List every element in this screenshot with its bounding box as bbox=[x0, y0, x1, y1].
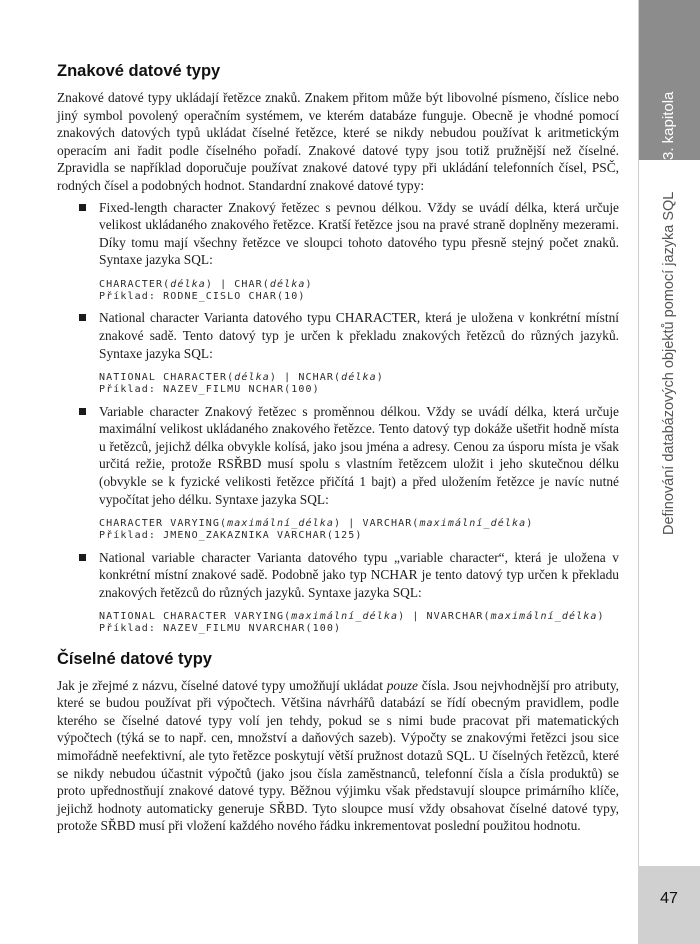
code-syntax: NATIONAL CHARACTER(délka) | NCHAR(délka) bbox=[99, 372, 384, 384]
code-block bbox=[99, 518, 619, 542]
bullet-square-icon bbox=[79, 408, 86, 415]
section-intro-paragraph: Znakové datové typy ukládají řetězce znaků. Znakem přitom může být libovolné písmeno, číslice nebo jiný symbol povolený operačním systémem, ve kterém databáze funguje. Obecně je vhodné pomocí znakových datových typů ukládat číselné řetězce, které se nikdy nebudou používat k aritmetickým operacím ani řadit podle číselného pořadí. Znakové datové typy jsou totiž pružnější než číselné. Zpravidla se například doporučuje používat znakové datové typy při ukládání telefonních čísel, PSČ, rodných čísel a podobných hodnot. Standardní znakové datové typy: bbox=[57, 90, 619, 193]
page-content bbox=[57, 62, 619, 835]
numeric-types-paragraph: Jak je zřejmé z názvu, číselné datové typy umožňují ukládat pouze čísla. Jsou nejvhodnější pro atributy, které se budou používat při výpočtech. Většina návrhářů databází se řídí obecným pravidlem, podle kterého se číselné datové typy volí jen tehdy, pokud se s nimi bude pracovat při matematických výpočtech (týká se to např. cen, množství a daňových sazeb). Výpočty se znakovými řetězci jsou sice mimořádně neefektivní, ale tyto řetězce poskytují větší pružnost dotazů SQL. U číselných řetězců, které se nikdy nebudou účastnit výpočtů (jako jsou čísla zaměstnanců, telefonní čísla a čísla produktů) se proto upřednostňují znakové datové typy. Běžnou výjimku však představují sloupce primárního klíče, jejichž hodnoty automaticky generuje SŘBD. Tyto sloupce musí vždy obsahovat číselné datové typy, protože SŘBD musí při vložení každého nového řádku inkrementovat poslední použitou hodnotu. bbox=[57, 677, 619, 834]
character-types-list bbox=[57, 199, 619, 636]
chapter-label: 3. kapitola bbox=[660, 91, 677, 160]
list-item bbox=[57, 199, 619, 304]
section-heading-numeric-types: Číselné datové typy bbox=[57, 649, 212, 668]
code-example: Příklad: NAZEV_FILMU NCHAR(100) bbox=[99, 384, 320, 396]
list-item-text: National character Varianta datového typu CHARACTER, která je uložena v konkrétní místní znakové sadě. Tento datový typ je určen k překladu znakových řetězců do různých jazyků. Syntaxe jazyka SQL: bbox=[99, 310, 619, 361]
page-number-box bbox=[638, 866, 700, 944]
code-example: Příklad: NAZEV_FILMU NVARCHAR(100) bbox=[99, 623, 342, 635]
code-block bbox=[99, 279, 619, 303]
code-syntax: CHARACTER VARYING(maximální_délka) | VARCHAR(maximální_délka) bbox=[99, 518, 534, 530]
list-item-text: Variable character Znakový řetězec s proměnnou délkou. Vždy se uvádí délka, která určuje maximální velikost ukládaného znakového řetězce. Tento datový typ dokáže ušetřit hodně místa u řetězců, jejichž délka obvykle kolísá, jako jsou jména a adresy. Cenou za úsporu místa je však určitá režie, protože RSŘBD musí spolu s vlastním řetězcem uložit i jeho skutečnou délku (obvykle se k fyzické velikosti řetězce přičítá 1 bajt) a před uložením řetězce je navíc nutné vypočítat jeho délku. Syntaxe jazyka SQL: bbox=[99, 403, 619, 507]
list-item bbox=[57, 549, 619, 636]
code-syntax: NATIONAL CHARACTER VARYING(maximální_délka) | NVARCHAR(maximální_délka) bbox=[99, 611, 605, 623]
sidebar-strip bbox=[638, 0, 700, 866]
code-block bbox=[99, 372, 619, 396]
list-item-text: National variable character Varianta datového typu „variable character“, která je uložena v konkrétní místní znakové sadě. Podobně jako typ NCHAR je tento datový typ určen k překladu znakových řetězců do různých jazyků. Syntaxe jazyka SQL: bbox=[99, 549, 619, 600]
code-syntax: CHARACTER(délka) | CHAR(délka) bbox=[99, 278, 313, 290]
bullet-square-icon bbox=[79, 314, 86, 321]
bullet-square-icon bbox=[79, 554, 86, 561]
chapter-tab bbox=[639, 0, 700, 160]
list-item bbox=[57, 403, 619, 543]
code-block bbox=[99, 611, 619, 635]
chapter-sidebar bbox=[638, 0, 700, 944]
code-example: Příklad: RODNE_CISLO CHAR(10) bbox=[99, 291, 306, 303]
section-heading-character-types: Znakové datové typy bbox=[57, 62, 221, 80]
list-item bbox=[57, 309, 619, 396]
page-number: 47 bbox=[660, 890, 678, 907]
chapter-title: Definování databázových objektů pomocí jazyka SQL bbox=[661, 191, 677, 535]
code-example: Příklad: JMENO_ZAKAZNIKA VARCHAR(125) bbox=[99, 530, 363, 542]
bullet-square-icon bbox=[79, 204, 86, 211]
list-item-text: Fixed-length character Znakový řetězec s pevnou délkou. Vždy se uvádí délka, která určuje velikost ukládaného znakového řetězce. Kratší řetězce jsou na pravé straně doplněny mezerami. Díky tomu mají všechny řetězce ve sloupci tohoto datového typu přesně stejný počet znaků. Syntaxe jazyka SQL: bbox=[99, 199, 619, 268]
